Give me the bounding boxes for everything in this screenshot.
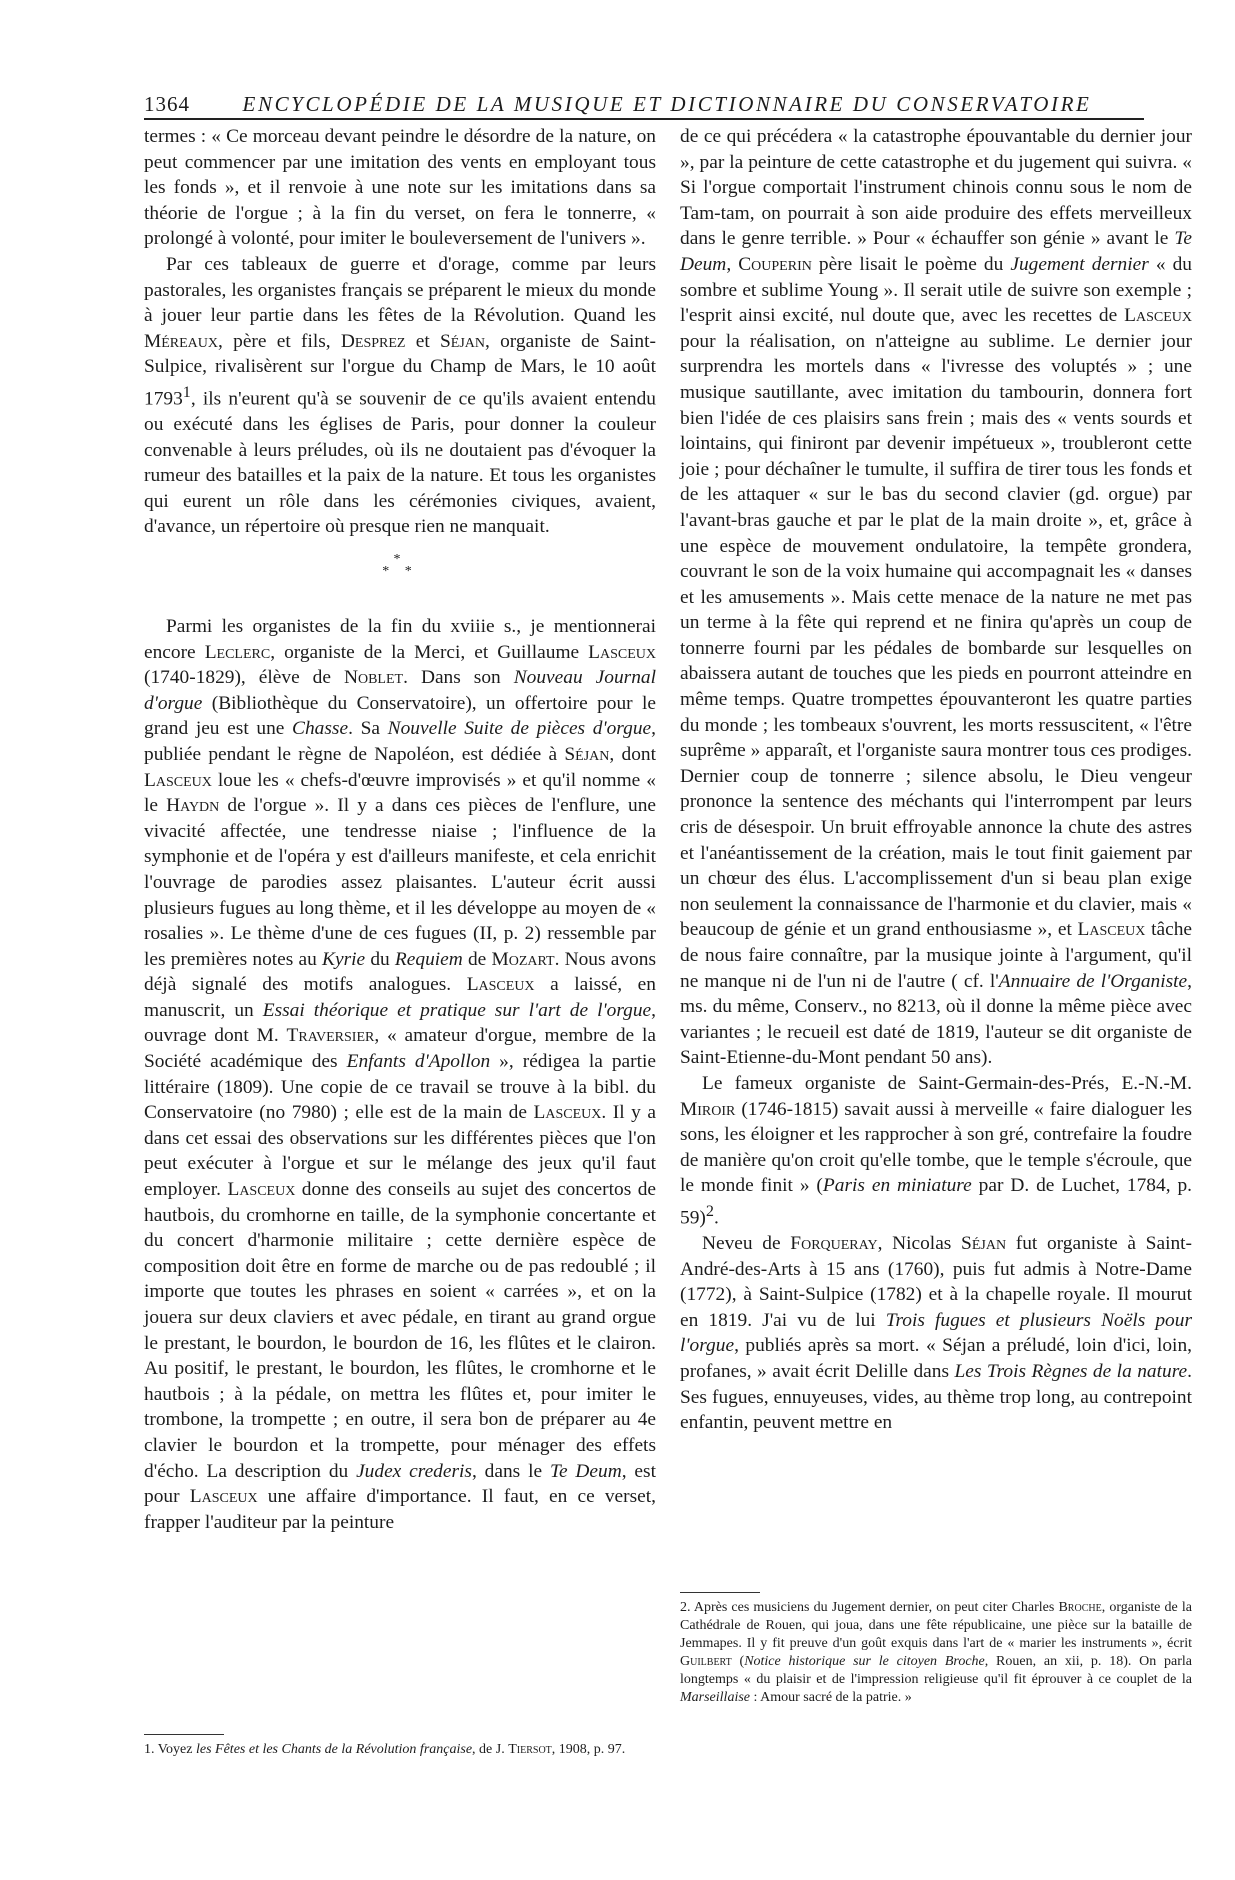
page-header — [144, 92, 1144, 118]
section-separator: * * * — [382, 551, 418, 579]
paragraph: de ce qui précédera « la catastrophe épouvantable du dernier jour », par la peinture de cette catastrophe et du jugement qui suivra. « Si l'orgue comportait l'instrument chinois connu sous le nom de Tam-tam, on pourrait à son aide produire des effets merveilleux dans le genre terrible. » Pour « échauffer son génie » avant le Te Deum, Couperin père lisait le poème du Jugement dernier « du sombre et sublime Young ». Il serait utile de suivre son exemple ; l'esprit ainsi excité, nul doute que, avec les recettes de Lasceux pour la réalisation, on n'atteigne au sublime. Le dernier jour surprendra les mortels dans « l'ivresse des voluptés » ; une musique sautillante, avec imitation du tambourin, donnera fort bien l'idée de ces plaisirs sans frein ; mais des « vents sourds et lointains, qui finiront par devenir impétueux », troubleront cette joie ; pour déchaîner le tumulte, il suffira de tirer tous les fonds et de les attaquer « sur le bas du second clavier (gd. orgue) par l'avant-bras gauche et par le plat de la main droite », et, grâce à une espèce de mouvement ondulatoire, la tempête grondera, couvrant le son de la voix humaine qui accompagnait les « danses et les amusements ». Mais cette menace de la nature ne met pas un terme à la fête qui reprend et ne finira qu'après un coup de tonnerre fourni par les pédales de bombarde sur lesquelles on abaissera autant de touches que les pieds en pourront atteindre en même temps. Quatre trompettes épouvanteront les quatre parties du monde ; les tombeaux s'ouvrent, les morts ressuscitent, « l'être suprême » apparaît, et l'organiste saura montrer tous ces prodiges. Dernier coup de tonnerre ; silence absolu, le Dieu vengeur prononce la sentence des méchants qui l'interrompent par leurs cris de désespoir. Un bruit effroyable annonce la chute des astres et l'anéantissement de la création, mais le tout finit gaiement par un chœur des élus. L'accomplissement d'un si beau plan exige non seulement la connaissance de l'harmonie et du clavier, mais « beaucoup de génie et un grand enthousiasme », et Lasceux tâche de nous faire connaître, par la musique jointe à l'argument, qu'il ne manque ni de l'un ni de l'autre ( cf. l'Annuaire de l'Organiste, ms. du même, Conserv., no 8213, où il donne la même pièce avec variantes ; le recueil est daté de 1819, l'auteur se dit organiste de Saint-Etienne-du-Mont pendant 50 ans). — [680, 126, 1193, 1069]
paragraph: Parmi les organistes de la fin du xviiie s., je mentionnerai encore Leclerc, organiste de la Merci, et Guillaume Lasceux (1740-1829), élève de Noblet. Dans son Nouveau Journal d'orgue (Bibliothèque du Conservatoire), un offertoire pour le grand jeu est une Chasse. Sa Nouvelle Suite de pièces d'orgue, publiée pendant le règne de Napoléon, est dédiée à Séjan, dont Lasceux loue les « chefs-d'œuvre improvisés » et qu'il nomme « le Haydn de l'orgue ». Il y a dans ces pièces de l'enflure, une vivacité affectée, une tendresse niaise ; l'influence de la symphonie et de l'opéra y est d'ailleurs manifeste, et cela enrichit l'ouvrage de parodies assez plaisantes. L'auteur écrit aussi plusieurs fugues au long thème, et il les développe au moyen de « rosalies ». Le thème d'une de ces fugues (II, p. 2) ressemble par les premières notes au Kyrie du Requiem de Mozart. Nous avons déjà signalé des motifs analogues. Lasceux a laissé, en manuscrit, un Essai théorique et pratique sur l'art de l'orgue, ouvrage dont M. Traversier, « amateur d'orgue, membre de la Société académique des Enfants d'Apollon », rédigea la partie littéraire (1809). Une copie de ce travail se trouve à la bibl. du Conservatoire (no 7980) ; elle est de la main de Lasceux. Il y a dans cet essai des observations sur les différentes pièces que l'on peut exécuter à l'orgue et sur le mélange des jeux qu'il faut employer. Lasceux donne des conseils au sujet des concertos de hautbois, du cromhorne en taille, de la symphonie concertante et du concert d'harmonie militaire ; cette dernière espèce de composition doit être en forme de marche ou de pas redoublé ; il importe que toutes les phrases en soient « carrées », et on la jouera sur deux claviers et avec pédale, en tirant au grand orgue le prestant, le bourdon, le bourdon de 16, les flûtes et le clairon. Au positif, le prestant, le bourdon, les flûtes, le cromhorne et le hautbois ; à la pédale, on mettra les flûtes et, pour imiter le trombone, la trompette ; en outre, il sera bon de préparer au 4e clavier le bourdon et la trompette, pour ménager des effets d'écho. La description du Judex crederis, dans le Te Deum, est pour Lasceux une affaire d'importance. Il faut, en ce verset, frapper l'auditeur par la peinture — [144, 615, 657, 1533]
running-title: ENCYCLOPÉDIE DE LA MUSIQUE ET DICTIONNAIRE DU CONSERVATOIRE — [242, 92, 1092, 116]
left-column — [144, 124, 656, 1535]
footnote-2: 2. Après ces musiciens du Jugement dernier, on peut citer Charles Broche, organiste de la Cathédrale de Rouen, qui joua, dans une fête républicaine, une pièce sur la bataille de Jemmapes. Il y fit preuve d'un goût exquis dans l'art de « marier les instruments », écrit Guilbert (Notice historique sur le citoyen Broche, Rouen, an xii, p. 18). On parla longtemps « du plaisir et de l'impression religieuse qu'il fit éprouver à ce couplet de la Marseillaise : Amour sacré de la patrie. » — [680, 1600, 1193, 1705]
paragraph: Neveu de Forqueray, Nicolas Séjan fut organiste à Saint-André-des-Arts à 15 ans (1760), puis fut admis à Notre-Dame (1772), à Saint-Sulpice (1782) et à la chapelle royale. Il mourut en 1819. J'ai vu de lui Trois fugues et plusieurs Noëls pour l'orgue, publiés après sa mort. « Séjan a préludé, loin d'ici, loin, profanes, » avait écrit Delille dans Les Trois Règnes de la nature. Ses fugues, ennuyeuses, vides, au thème trop long, au contrepoint enfantin, peuvent mettre en — [680, 1233, 1193, 1434]
right-column — [680, 124, 1192, 1436]
footnote-ref: 1 — [182, 383, 191, 401]
footnote-rule — [680, 1592, 760, 1593]
page-number: 1364 — [144, 92, 190, 116]
paragraph: Le fameux organiste de Saint-Germain-des-Prés, E.-N.-M. Miroir (1746-1815) savait aussi à merveille « faire dialoguer les sons, les éloigner et les rapprocher à son gré, contrefaire la foudre de manière qu'on croit qu'elle tombe, que le temple s'écroule, que le monde finit » (Paris en miniature par D. de Luchet, 1784, p. 59)$^2$. — [680, 1072, 1193, 1229]
footnote-ref: 2 — [705, 1202, 714, 1220]
footnote-right — [680, 1592, 1192, 1707]
paragraph: Par ces tableaux de guerre et d'orage, comme par leurs pastorales, les organistes français se préparent le mieux du monde à jouer leur partie dans les fêtes de la Révolution. Quand les Méreaux, père et fils, Desprez et Séjan, organiste de Saint-Sulpice, rivalisèrent sur l'orgue du Champ de Mars, le 10 août 1793$^1$, ils n'eurent qu'à se souvenir de ce qu'ils avaient entendu ou exécuté dans les églises de Paris, pour donner la couleur convenable à leurs préludes, où ils ne doutaient pas d'évoquer la rumeur des batailles et la paix de la nature. Et tous les organistes qui eurent un rôle dans les cérémonies civiques, avaient, d'avance, un répertoire où presque rien ne manquait. — [144, 253, 656, 538]
header-rule — [144, 118, 1144, 120]
footnote-left — [144, 1734, 656, 1759]
footnote-1: 1. Voyez les Fêtes et les Chants de la Révolution française, de J. Tiersot, 1908, p. 97. — [144, 1742, 626, 1757]
footnote-rule — [144, 1734, 224, 1735]
paragraph: termes : « Ce morceau devant peindre le désordre de la nature, on peut commencer par une imitation des vents en employant tous les fonds », et il renvoie à une note sur les imitations dans sa théorie de l'orgue ; à la fin du verset, on fera le tonnerre, « prolongé à volonté, pour imiter le bouleversement de l'univers ». — [144, 126, 656, 250]
